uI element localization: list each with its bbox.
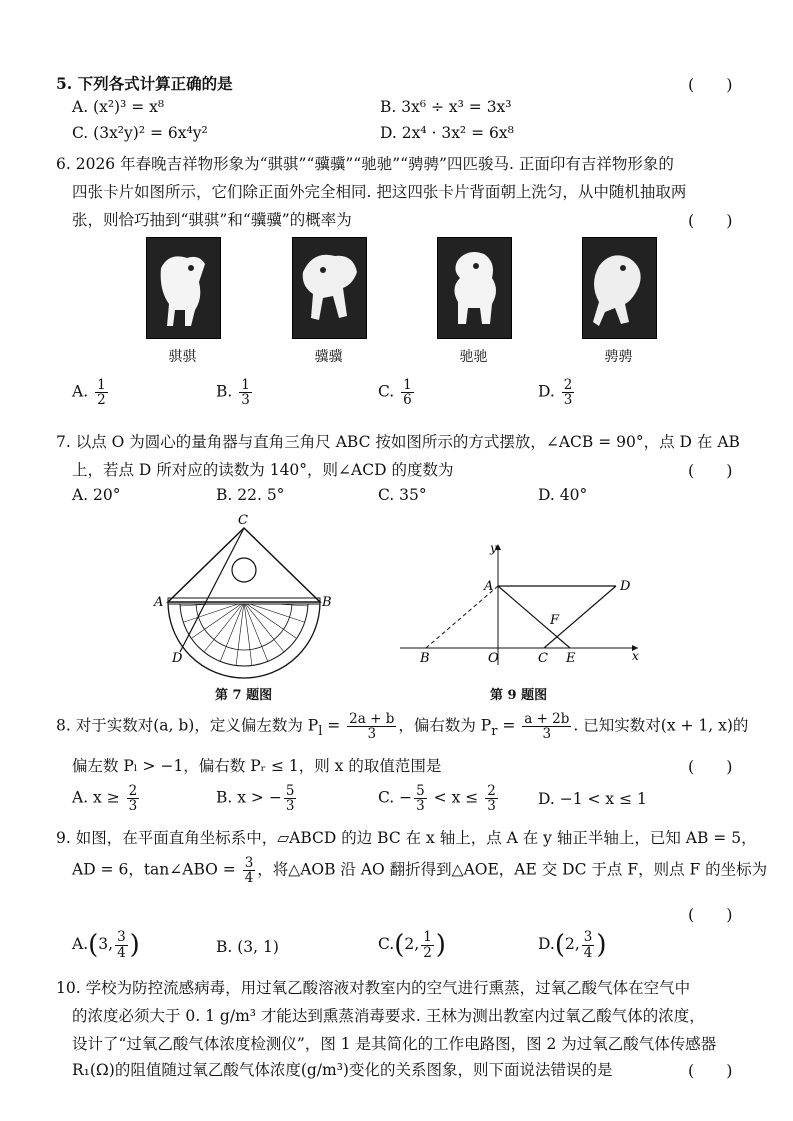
fraction [127,784,140,813]
mascot-card-jiji [292,237,367,339]
q8-option-c [378,784,500,813]
q9-option-d [538,930,607,960]
q8-option-d: D. −1 < x ≤ 1 [538,790,647,808]
fraction [485,784,498,813]
option-label: A. [72,935,89,953]
numerator: 1 [423,929,432,946]
q9-text-post: ，将△AOB 沿 AO 翻折得到△AOE，AE 交 DC 于点 F，则点 F 的坐标为 [257,860,768,879]
fig9-label-c: C [538,651,548,665]
numerator: a + 2b [524,711,570,727]
numerator: 3 [117,929,126,946]
fraction [522,712,571,741]
right-paren: ) [435,930,446,960]
numerator: 5 [285,783,295,799]
q9-line1: 9. 如图，在平面直角坐标系中，▱ABCD 的边 BC 在 x 轴上，点 A 在 y 轴正半轴上，已知 AB = 5， [56,829,757,847]
numerator: 1 [97,377,106,393]
denominator: 3 [128,798,138,815]
option-label: C. [378,935,395,953]
q6-line2: 四张卡片如图所示，它们除正面外完全相同. 把这四张卡片背面朝上洗匀，从中随机抽取两 [72,183,687,201]
fig9-label-e: E [566,651,576,665]
q7-option-b: B. 22. 5° [216,486,285,504]
fraction [562,378,575,407]
q5-stem: 5. 下列各式计算正确的是 [56,74,233,93]
q9-text-pre: AD = 6，tan∠ABO = [72,860,241,879]
q5-option-c: C. (3x²y)² = 6x⁴y² [72,124,208,142]
q10-line1: 10. 学校为防控流感病毒，用过氧乙酸溶液对教室内的空气进行熏蒸，过氧乙酸气体在空气中 [56,979,691,997]
denominator: 4 [117,944,126,961]
fraction [421,930,434,959]
numerator: 3 [244,855,254,871]
subscript-l: l [318,723,323,739]
numerator: 2a + b [349,711,395,727]
coord-x: 2, [404,935,420,953]
q6-line3: 张，则恰巧抽到“骐骐”和“骥骥”的概率为 [72,211,352,229]
numerator: 2 [487,783,496,799]
figure-9-caption: 第 9 题图 [490,688,548,703]
option-text: < x ≤ [428,788,484,807]
q6-option-b [216,378,254,407]
q8-option-b [216,784,298,813]
fraction [95,378,108,407]
fraction [284,784,297,813]
fig9-label-d: D [620,579,631,594]
card-caption-3: 驰驰 [459,349,488,365]
fig9-label-b: B [420,651,430,665]
fig9-label-a: A [484,579,494,594]
q10-line4: R₁(Ω)的阻值随过氧乙酸气体浓度(g/m³)变化的关系图象，则下面说法错误的是 [72,1061,613,1079]
denominator: 3 [563,392,573,409]
q5-option-a: A. (x²)³ = x⁸ [72,98,165,116]
q8-text-post: . 已知实数对(x + 1, x)的 [573,716,749,735]
q7-option-c: C. 35° [378,486,427,504]
q9-answer-paren: ( ) [688,905,733,924]
fig7-label-a: A [154,595,164,610]
figure-7-caption: 第 7 题图 [215,688,273,703]
q5-option-d: D. 2x⁴ · 3x² = 6x⁸ [380,124,514,142]
numerator: 1 [241,377,250,393]
figure-9-coordinate-plane [400,540,650,665]
fig9-label-x: x [632,649,639,663]
fig7-label-b: B [322,595,332,610]
option-label: D. [538,382,555,401]
denominator: 3 [367,726,377,743]
q8-text-mid: ，偏右数为 P [398,716,492,735]
q6-option-a [72,378,110,407]
mascot-card-chichi [437,237,512,339]
fraction [347,712,396,741]
denominator: 2 [97,392,106,409]
q6-answer-paren: ( ) [688,211,733,230]
option-label: D. [538,935,555,953]
equals-sign: = [497,716,521,735]
fraction [582,930,595,959]
q7-line1: 7. 以点 O 为圆心的量角器与直角三角尺 ABC 按如图所示的方式摆放，∠ACB = 90°，点 D 在 AB [56,433,740,451]
equals-sign: = [322,716,346,735]
numerator: 2 [563,377,573,393]
coord-x: 3, [98,935,114,953]
q10-line3: 设计了“过氧乙酸气体浓度检测仪”，图 1 是其简化的工作电路图，图 2 为过氧乙酸气体传感器 [72,1035,717,1053]
q9-option-b: B. (3, 1) [216,938,279,956]
fig9-label-f: F [550,613,560,628]
q10-line2: 的浓度必须大于 0. 1 g/m³ 才能达到熏蒸消毒要求. 王林为测出教室内过氧乙酸气体的浓度， [72,1007,705,1025]
denominator: 3 [241,392,250,409]
q8-line2: 偏左数 Pₗ > −1，偏右数 Pᵣ ≤ 1，则 x 的取值范围是 [72,757,442,775]
right-paren: ) [596,930,607,960]
denominator: 3 [416,798,425,815]
denominator: 2 [423,944,432,961]
horse-image [147,238,220,338]
fraction [243,856,256,885]
option-text: B. x > − [216,788,282,807]
option-label: B. [216,382,233,401]
fraction [401,378,414,407]
denominator: 3 [487,798,496,815]
fraction [115,930,128,959]
numerator: 1 [403,377,412,393]
q5-option-b: B. 3x⁶ ÷ x³ = 3x³ [380,98,512,116]
fig9-label-y: y [490,541,497,555]
denominator: 3 [285,798,295,815]
card-caption-4: 骋骋 [604,349,633,365]
denominator: 3 [542,726,552,743]
numerator: 5 [416,783,425,799]
option-text: A. x ≥ [72,788,125,807]
denominator: 4 [244,870,254,887]
q6-line1: 6. 2026 年春晚吉祥物形象为“骐骐”“骥骥”“驰驰”“骋骋”四匹骏马. 正面印有吉祥物形象的 [56,155,674,173]
q6-option-d [538,378,576,407]
mascot-card-chengcheng [582,237,657,339]
q8-line1 [56,712,748,741]
horse-image [293,238,366,338]
q7-answer-paren: ( ) [688,461,733,480]
figure-7-protractor-triangle [150,510,340,685]
coord-x: 2, [564,935,580,953]
q7-option-a: A. 20° [72,486,121,504]
mascot-card-qiqi [146,237,221,339]
q7-line2: 上，若点 D 所对应的读数为 140°，则∠ACD 的度数为 [72,461,454,479]
right-paren: ) [129,930,140,960]
fig7-label-d: D [172,651,183,666]
fig9-label-o: O [488,651,499,665]
q7-option-d: D. 40° [538,486,588,504]
left-paren: ( [394,930,405,960]
q10-answer-paren: ( ) [688,1061,733,1080]
denominator: 4 [583,944,593,961]
fraction [239,378,252,407]
q8-answer-paren: ( ) [688,757,733,776]
fraction [414,784,427,813]
q5-answer-paren: ( ) [688,75,733,94]
q8-text-pre: 8. 对于实数对(a, b)，定义偏左数为 P [56,716,319,735]
option-label: A. [72,382,89,401]
q6-option-c [378,378,416,407]
left-paren: ( [88,930,99,960]
horse-image [583,238,656,338]
q8-option-a [72,784,141,813]
fig7-label-c: C [238,513,248,528]
denominator: 6 [403,392,412,409]
numerator: 2 [128,783,138,799]
q9-line2 [72,856,767,885]
horse-image [438,238,511,338]
option-label: C. [378,382,395,401]
q9-option-c [378,930,446,960]
card-caption-2: 骥骥 [314,349,343,365]
card-caption-1: 骐骐 [168,349,197,365]
subscript-r: r [491,723,498,739]
numerator: 3 [583,929,593,946]
left-paren: ( [554,930,565,960]
option-text: C. − [378,788,413,807]
q9-option-a [72,930,140,960]
